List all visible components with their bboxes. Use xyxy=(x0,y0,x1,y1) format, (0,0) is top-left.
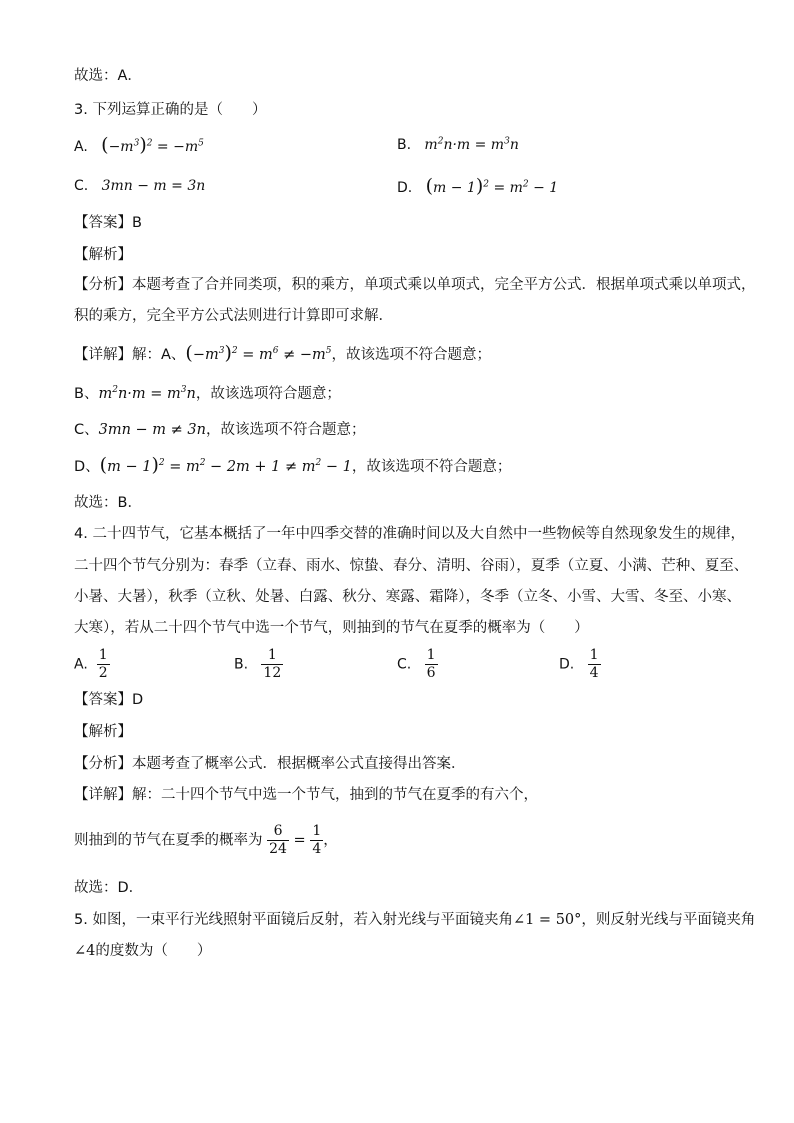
q4-option-b: B. $\frac{1}{12}$ xyxy=(234,647,282,681)
q3-detail-a: 【详解】解：A、$(-m^3)^2 = m^6 \ne -m^5$，故该选项不符合题意； xyxy=(74,342,492,364)
q3-jiexi: 【解析】 xyxy=(74,247,132,263)
q3-analysis-2: 积的乘方，完全平方公式法则进行计算即可求解． xyxy=(74,308,393,324)
q4-jiexi: 【解析】 xyxy=(74,724,132,740)
q4-stem-2: 二十四个节气分别为：春季（立春、雨水、惊蛰、春分、清明、谷雨），夏季（立夏、小满、芒种、夏至、 xyxy=(74,558,749,574)
q3-detail-b: B、$m^2n\cdot m = m^3n$，故该选项符合题意； xyxy=(74,385,341,402)
q4-detail-2: 则抽到的节气在夏季的概率为 $\frac{6}{24}$ = $\frac{1}{4}$ ， xyxy=(74,823,338,857)
q4-analysis: 【分析】本题考查了概率公式．根据概率公式直接得出答案． xyxy=(74,756,466,772)
q3-answer: 【答案】B xyxy=(74,215,142,231)
q5-stem-1: 5. 如图，一束平行光线照射平面镜后反射，若入射光线与平面镜夹角∠1 = 50°，则反射光线与平面镜夹角 xyxy=(74,912,756,928)
q4-answer: 【答案】D xyxy=(74,692,144,708)
q4-stem-3: 小暑、大暑），秋季（立秋、处暑、白露、秋分、寒露、霜降），冬季（立冬、小雪、大雪、冬至、小寒、 xyxy=(74,589,741,605)
q5-stem-2: ∠4的度数为（ ） xyxy=(74,943,212,959)
q3-option-b: B. $m^2n\cdot m = m^3n$ xyxy=(397,136,519,153)
q3-option-a: A. $(-m^3)^2 = -m^5$ xyxy=(74,134,204,156)
q4-option-d: D. $\frac{1}{4}$ xyxy=(559,647,599,681)
q3-detail-d: D、$(m - 1)^2 = m^2 - 2m + 1 \ne m^2 - 1$，故该选项不符合题意； xyxy=(74,454,512,476)
q3-option-d: D. $(m - 1)^2 = m^2 - 1$ xyxy=(397,175,559,197)
q3-analysis-1: 【分析】本题考查了合并同类项，积的乘方，单项式乘以单项式，完全平方公式．根据单项式乘以单项式， xyxy=(74,277,756,293)
q3-select: 故选：B． xyxy=(74,495,142,511)
q4-select: 故选：D． xyxy=(74,880,144,896)
q2-select: 故选：A． xyxy=(74,68,142,84)
q4-stem-4: 大寒），若从二十四个节气中选一个节气，则抽到的节气在夏季的概率为（ ） xyxy=(74,620,589,636)
q3-detail-c: C、3mn − m ≠ 3n，故该选项不符合题意； xyxy=(74,422,366,438)
q3-option-c: C. 3mn − m = 3n xyxy=(74,178,206,194)
q4-stem-1: 4. 二十四节气，它基本概括了一年中四季交替的准确时间以及大自然中一些物候等自然现象发生的规律， xyxy=(74,526,745,542)
q4-detail: 【详解】解：二十四个节气中选一个节气，抽到的节气在夏季的有六个， xyxy=(74,787,538,803)
q3-stem: 3. 下列运算正确的是（ ） xyxy=(74,102,267,118)
q4-option-a: A. $\frac{1}{2}$ xyxy=(74,647,108,681)
q4-option-c: C. $\frac{1}{6}$ xyxy=(397,647,436,681)
